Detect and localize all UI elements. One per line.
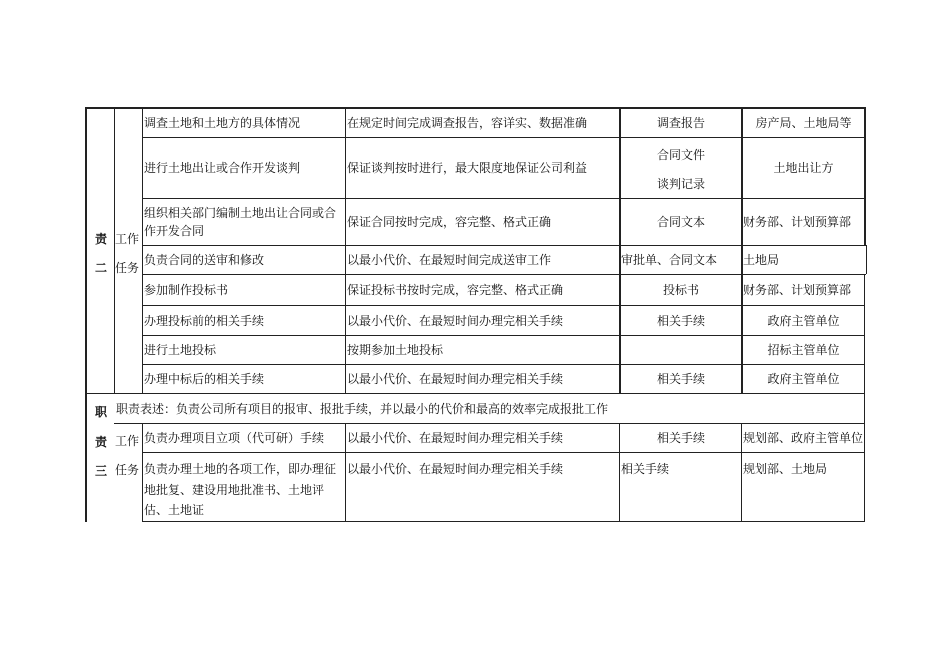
duty3-description: 职责表述：负责公司所有项目的报审、报批手续，并以最小的代价和最高的效率完成报批工作 [116, 401, 609, 416]
duty2-row2-standard: 保证谈判按时进行，最大限度地保证公司利益 [347, 161, 588, 175]
duty2-row4-task: 负责合同的送审和修改 [144, 253, 265, 267]
duty2-row2-output-line2: 谈判记录 [656, 177, 705, 191]
duty2-task-label-top: 工作 [115, 232, 140, 246]
duty3-task-label-top: 工作 [115, 434, 140, 448]
duty3-row2-task-line2: 地批复、建设用地批准书、土地评 [144, 483, 325, 497]
duty3-row2-task-line3: 估、土地证 [144, 503, 205, 517]
table-right-border-jog [866, 245, 867, 274]
duty2-row4-standard: 以最小代价、在最短时间完成送审工作 [347, 253, 552, 267]
duty3-row1-standard: 以最小代价、在最短时间办理完相关手续 [347, 431, 564, 445]
duty3-label-char-2: 责 [94, 435, 107, 449]
duty2-row1-output: 调查报告 [656, 115, 705, 130]
duty2-row6-standard: 以最小代价、在最短时间办理完相关手续 [347, 313, 564, 328]
duty2-row3-standard: 保证合同按时完成，容完整、格式正确 [347, 215, 552, 229]
table-right-border [864, 107, 866, 245]
duty2-row3-task: 组织相关部门编制土地出让合同或合作开发合同 [144, 206, 337, 238]
duty2-row2-contact: 土地出让方 [773, 161, 834, 175]
duty2-row8-contact: 政府主管单位 [767, 372, 840, 386]
duty2-row3-contact: 财务部、计划预算部 [743, 215, 852, 229]
duty3-row2-standard: 以最小代价、在最短时间办理完相关手续 [347, 462, 564, 476]
duty2-row3-output: 合同文本 [656, 215, 705, 229]
duty3-row1-task: 负责办理项目立项（代可研）手续 [144, 431, 325, 445]
table-right-border-2 [864, 274, 865, 522]
table-left-border [85, 107, 87, 522]
duty2-row6-output: 相关手续 [656, 313, 705, 328]
duty2-row5-contact: 财务部、计划预算部 [743, 283, 852, 297]
duty2-row8-task: 办理中标后的相关手续 [144, 372, 265, 386]
duty2-row4-output: 审批单、合同文本 [621, 253, 718, 267]
standard-column-divider [345, 107, 346, 393]
label-column-divider [114, 107, 115, 393]
duty2-row5-standard: 保证投标书按时完成，容完整、格式正确 [347, 283, 564, 297]
duty2-row6-task: 办理投标前的相关手续 [144, 313, 265, 328]
duty2-row1-standard: 在规定时间完成调查报告，容详实、数据准确 [347, 115, 588, 130]
duty3-task-label-bottom: 任务 [115, 463, 140, 477]
duty2-row4-contact: 土地局 [743, 253, 780, 267]
duty2-row7-standard: 按期参加土地投标 [347, 343, 444, 357]
duty2-row8-standard: 以最小代价、在最短时间办理完相关手续 [347, 372, 564, 386]
duty2-label-char-2: 二 [94, 261, 107, 275]
output-column-divider-2 [619, 423, 620, 522]
duty2-row2-output-line1: 合同文件 [656, 148, 705, 162]
row-line [142, 452, 865, 453]
duty2-task-label-bottom: 任务 [115, 261, 140, 275]
duty3-row2-task-line1: 负责办理土地的各项工作，即办理征 [144, 462, 337, 476]
duty2-row7-output [621, 336, 741, 364]
duty2-row1-contact: 房产局、土地局等 [755, 115, 852, 130]
duty2-row1-task: 调查土地和土地方的具体情况 [144, 115, 301, 130]
duty2-row6-contact: 政府主管单位 [767, 313, 840, 328]
duty2-row7-contact: 招标主管单位 [767, 343, 840, 357]
duty2-row5-task: 参加制作投标书 [144, 283, 229, 297]
duty2-row5-output: 投标书 [662, 283, 699, 297]
task-column-divider [142, 107, 143, 393]
duty3-row1-contact: 规划部、政府主管单位 [743, 431, 864, 445]
duty3-label-char-1: 职 [94, 405, 107, 419]
table-bottom-line [142, 521, 865, 522]
duty3-row2-output: 相关手续 [621, 462, 670, 476]
duty3-label-char-3: 三 [94, 464, 107, 478]
contact-column-divider-2 [741, 423, 742, 522]
duty3-row1-output: 相关手续 [656, 431, 705, 445]
duty2-label-char-1: 责 [94, 232, 107, 246]
duty2-row7-task: 进行土地投标 [144, 343, 217, 357]
duty3-row2-contact: 规划部、土地局 [743, 462, 828, 476]
duty2-row2-task: 进行土地出让或合作开发谈判 [144, 161, 301, 175]
duty2-row8-output: 相关手续 [656, 372, 705, 386]
